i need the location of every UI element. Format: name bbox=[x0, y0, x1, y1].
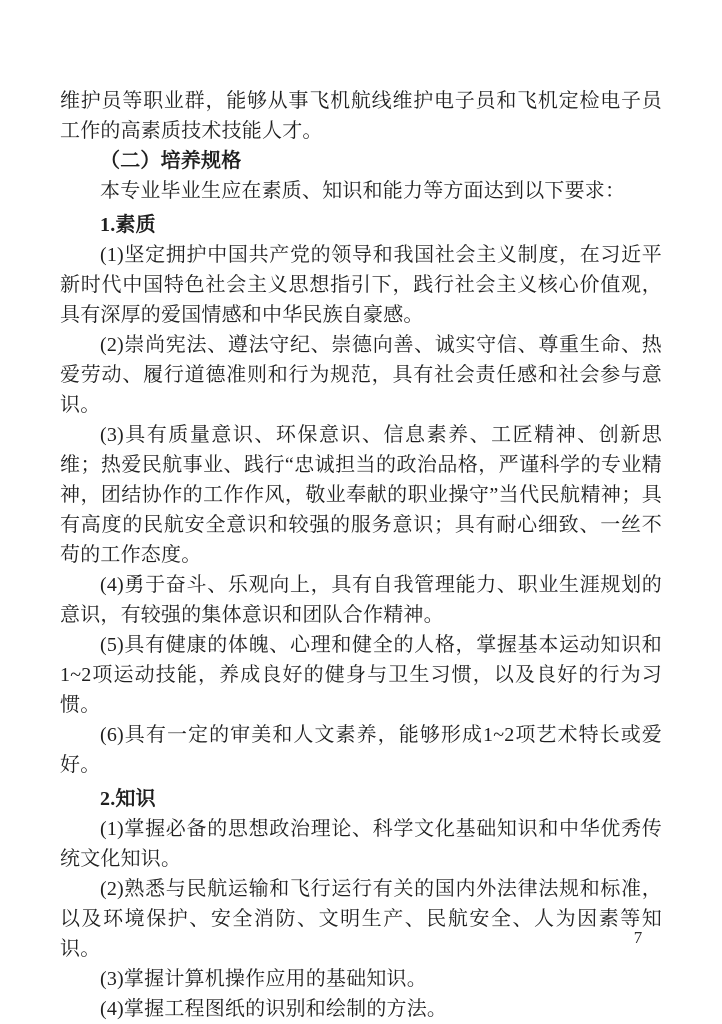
paragraph: (3)具有质量意识、环保意识、信息素养、工匠精神、创新思维；热爱民航事业、践行“忠诚担当的政治品格，严谨科学的专业精神，团结协作的工作作风，敬业奉献的职业操守”当代民航精神；具有高度的民航安全意识和较强的服务意识；具有耐心细致、一丝不苟的工作态度。 bbox=[60, 424, 662, 566]
paragraph: (5)具有健康的体魄、心理和健全的人格，掌握基本运动知识和1~2项运动技能，养成良好的健身与卫生习惯，以及良好的行为习惯。 bbox=[60, 634, 662, 716]
paragraph: (2)崇尚宪法、遵法守纪、崇德向善、诚实守信、尊重生命、热爱劳动、履行道德准则和行为规范，具有社会责任感和社会参与意识。 bbox=[60, 334, 662, 416]
page-number: 7 bbox=[633, 928, 643, 947]
section-heading: （二）培养规格 bbox=[100, 150, 242, 172]
paragraph: (6)具有一定的审美和人文素养，能够形成1~2项艺术特长或爱好。 bbox=[60, 724, 662, 776]
subsection-heading: 1.素质 bbox=[100, 214, 156, 236]
paragraph: 本专业毕业生应在素质、知识和能力等方面达到以下要求： bbox=[100, 180, 626, 202]
paragraph: (1)掌握必备的思想政治理论、科学文化基础知识和中华优秀传统文化知识。 bbox=[60, 818, 662, 870]
paragraph: 维护员等职业群，能够从事飞机航线维护电子员和飞机定检电子员工作的高素质技术技能人才。 bbox=[60, 90, 662, 142]
paragraph: (1)坚定拥护中国共产党的领导和我国社会主义制度，在习近平新时代中国特色社会主义思想指引下，践行社会主义核心价值观，具有深厚的爱国情感和中华民族自豪感。 bbox=[60, 244, 662, 326]
paragraph: (4)勇于奋斗、乐观向上，具有自我管理能力、职业生涯规划的意识，有较强的集体意识和团队合作精神。 bbox=[60, 574, 662, 626]
paragraph: (3)掌握计算机操作应用的基础知识。 bbox=[100, 968, 427, 990]
page-content bbox=[60, 86, 662, 1024]
paragraph: (2)熟悉与民航运输和飞行运行有关的国内外法律法规和标准，以及环境保护、安全消防、文明生产、民航安全、人为因素等知识。 bbox=[60, 878, 662, 960]
subsection-heading: 2.知识 bbox=[100, 788, 156, 810]
paragraph: (4)掌握工程图纸的识别和绘制的方法。 bbox=[100, 998, 448, 1020]
